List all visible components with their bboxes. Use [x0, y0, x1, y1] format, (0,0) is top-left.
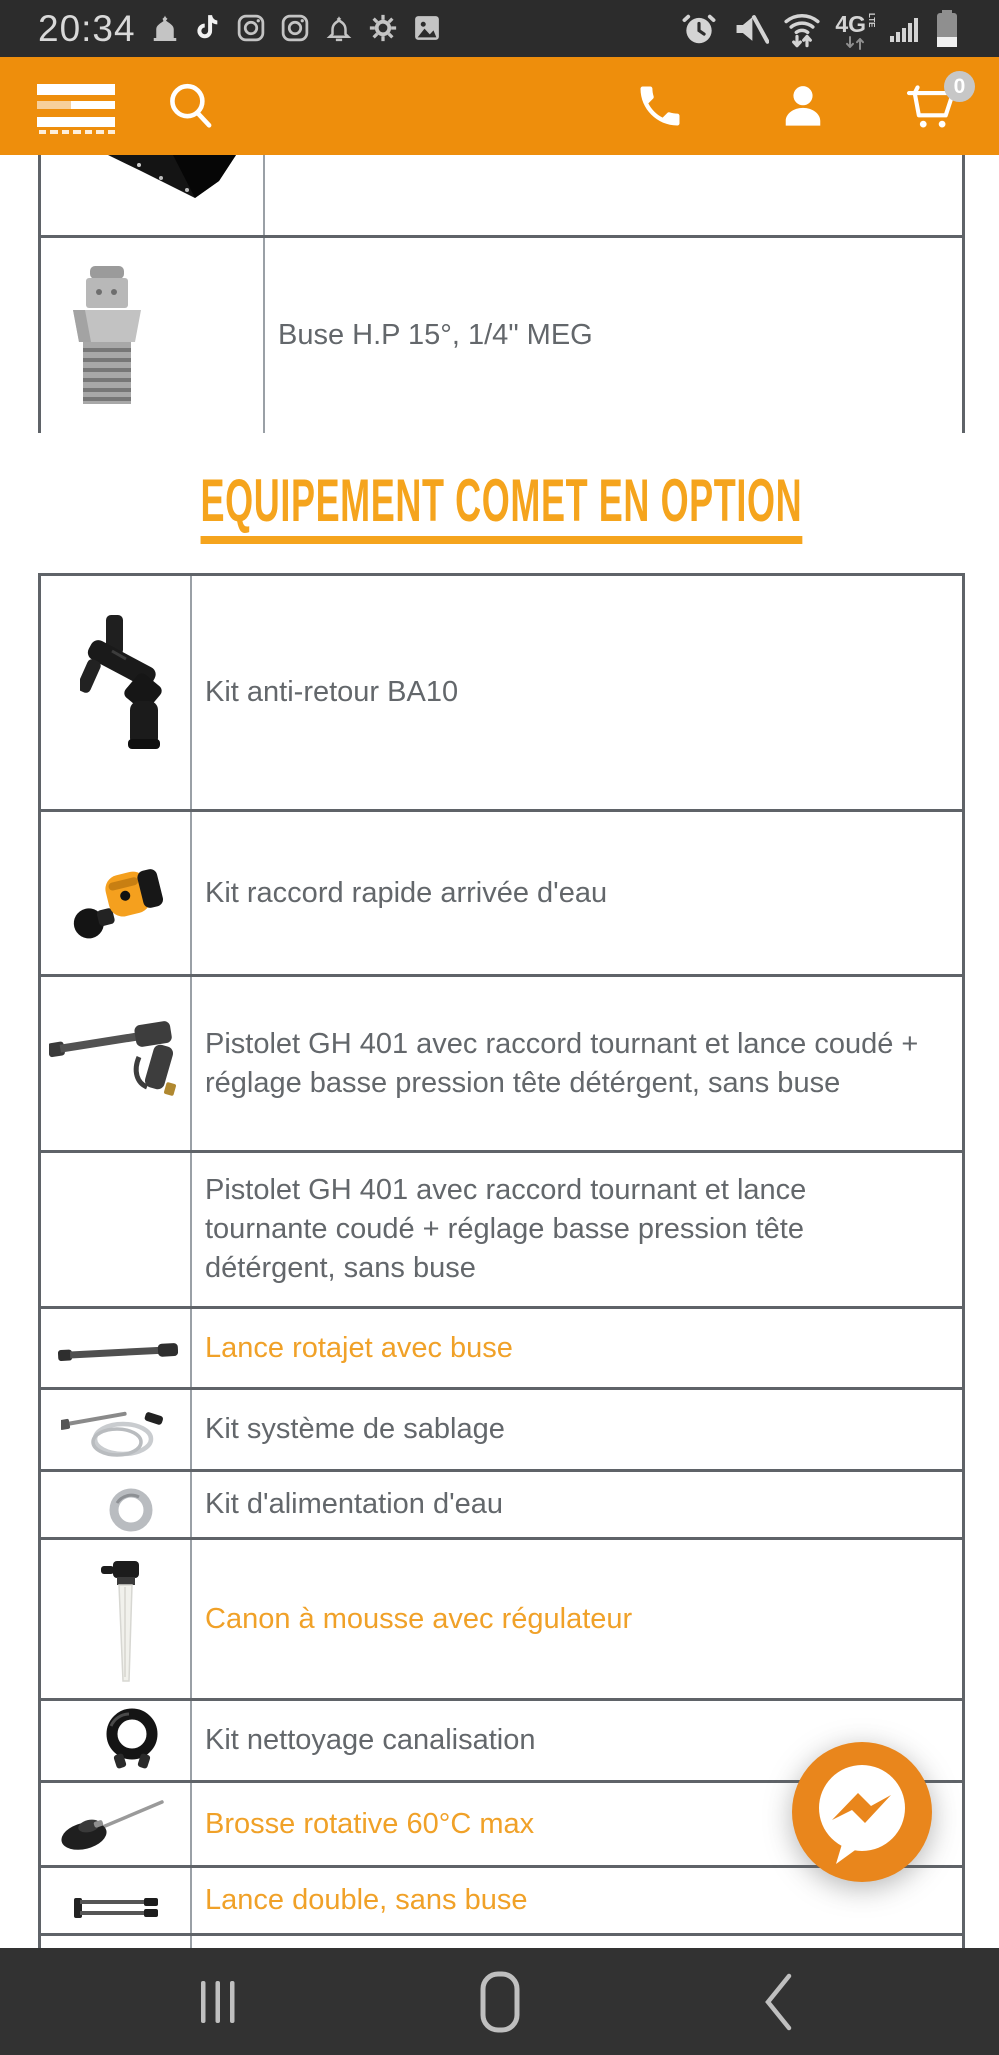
option-link-label[interactable]: Lance double, sans buse [205, 1884, 528, 1916]
system-status-icons [680, 9, 959, 54]
table-row [41, 1472, 962, 1540]
messenger-chat-button[interactable] [790, 1740, 934, 1884]
tiktok-icon [194, 12, 222, 44]
app-header [0, 57, 999, 155]
table-cell-label: Buse H.P 15°, 1/4" MEG [278, 319, 593, 351]
menu-bar [37, 117, 115, 127]
wifi-updown-icon [782, 9, 822, 54]
android-nav-bar [0, 1948, 999, 2055]
table-row [41, 155, 962, 238]
rotary-brush-photo [41, 1783, 192, 1865]
search-icon[interactable] [160, 57, 222, 155]
instagram-icon-2 [280, 13, 310, 43]
android-status-bar [0, 0, 999, 57]
anti-return-kit-photo [41, 576, 192, 809]
option-label: Kit nettoyage canalisation [205, 1724, 536, 1756]
table-row [41, 1540, 962, 1701]
instagram-icon [236, 13, 266, 43]
machine-corner-photo [41, 155, 265, 235]
hp-nozzle-photo [41, 238, 265, 433]
recents-icon[interactable] [180, 1948, 256, 2055]
phone-icon[interactable] [628, 57, 692, 155]
double-lance-photo [41, 1868, 192, 1933]
foam-cannon-photo [41, 1540, 192, 1698]
pipe-cleaning-kit-photo [41, 1701, 192, 1780]
table-row [41, 1390, 962, 1472]
muted-speaker-icon [731, 10, 769, 53]
table-row [41, 238, 962, 433]
spray-gun-photo [41, 977, 192, 1150]
included-equipment-table [38, 155, 965, 433]
network-4g-label: 4G [835, 11, 866, 37]
alarm-clock-icon [680, 10, 718, 53]
signal-strength-icon [888, 12, 922, 51]
empty-image-cell [41, 1153, 192, 1306]
logo-text-marks [39, 130, 115, 134]
option-link-label[interactable]: Canon à mousse avec régulateur [205, 1602, 633, 1635]
network-4g-icon [835, 13, 875, 50]
empty-image-cell [41, 1936, 192, 1948]
table-row [41, 812, 962, 977]
quick-coupling-photo [41, 812, 192, 974]
water-supply-kit-photo [41, 1472, 192, 1537]
option-link-label[interactable]: Brosse rotative 60°C max [205, 1807, 535, 1840]
account-icon[interactable] [771, 57, 835, 155]
section-title [0, 468, 999, 544]
menu-bar-highlight [37, 101, 71, 109]
option-label: Pistolet GH 401 avec raccord tournant et lance tournante coudé + réglage basse pression tête détérgent, sans buse [205, 1174, 807, 1284]
network-lte-label: LTE [867, 13, 876, 28]
option-link-label[interactable]: Lance rotajet avec buse [205, 1331, 513, 1364]
option-label: Kit système de sablage [205, 1413, 505, 1445]
status-time: 20:34 [38, 8, 136, 49]
home-icon[interactable] [462, 1948, 538, 2055]
table-row [41, 576, 962, 812]
athan-bell-icon [324, 12, 354, 44]
notification-icons [150, 12, 442, 44]
battery-icon [935, 9, 959, 54]
back-icon[interactable] [740, 1948, 816, 2055]
option-label: Kit raccord rapide arrivée d'eau [205, 876, 608, 909]
gear-icon [368, 13, 398, 43]
table-row [41, 1309, 962, 1390]
mosque-app-icon [150, 12, 180, 44]
table-row-partial [41, 1936, 962, 1948]
cart-badge: 0 [944, 71, 975, 102]
section-title-text: EQUIPEMENT COMET EN OPTION [201, 468, 803, 544]
rotajet-lance-photo [41, 1309, 192, 1387]
option-label: Pistolet GH 401 avec raccord tournant et lance coudé + réglage basse pression tête détérgent, sans buse [205, 1027, 919, 1099]
option-label: Kit anti-retour BA10 [205, 676, 459, 708]
table-row [41, 977, 962, 1153]
gallery-icon [412, 13, 442, 43]
menu-icon[interactable] [37, 84, 115, 128]
menu-bar [37, 84, 115, 95]
table-row [41, 1153, 962, 1309]
sandblast-kit-photo [41, 1390, 192, 1469]
option-label: Kit d'alimentation d'eau [205, 1488, 504, 1520]
